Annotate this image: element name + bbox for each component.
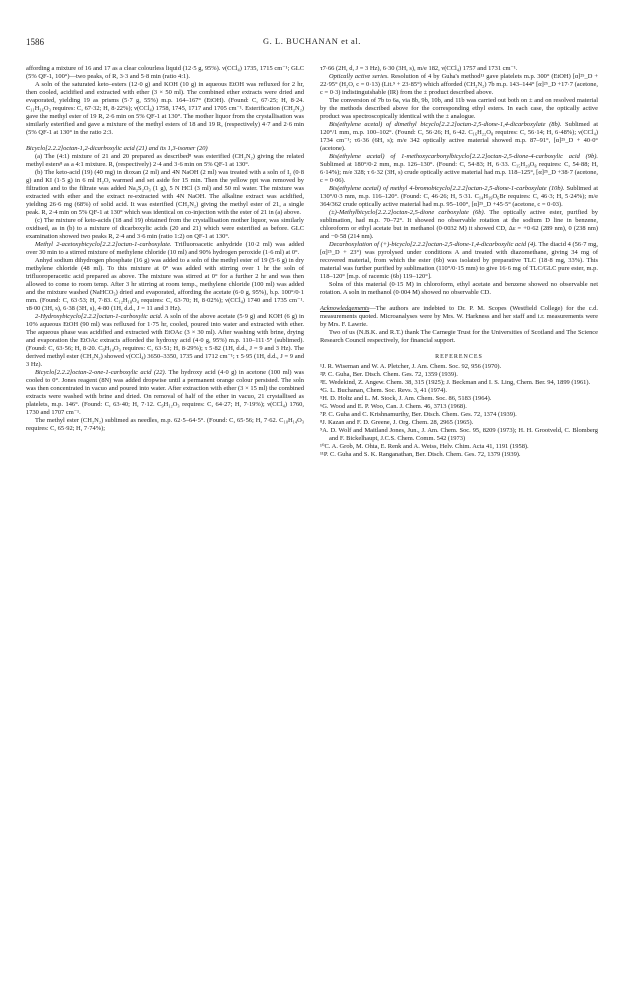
compound-name: Decarboxylation of (+)-bicyclo[2.2.2]octan-2,5-dione-1,4-dicarboxylic acid (4). (329, 241, 537, 248)
compound-name: (±)-Methylbicyclo[2.2.2]octan-2,5-dione carboxylate (6b). (329, 209, 486, 216)
paragraph-text: Sublimed at 130°/0·3 mm, m.p. 116–120°. (Found: C, 46·26; H, 5·31. C₁₄H₁₉O₆Br requires: C, 46·3; H, 5·24%); m/e 364/362 crude optically active material had m.p. 95–100°, [α]²⁵_D +45·5° (acetone, c = 0·03). (320, 185, 598, 208)
page-header (26, 37, 598, 51)
paragraph (26, 369, 304, 417)
compound-name: Bis(ethylene acetal) of 1-methoxycarbonylbicyclo[2.2.2]octan-2,5-dione-4-carboxylic acid (9b). (329, 153, 598, 160)
acknowledgements (320, 305, 598, 329)
paragraph-text: Resolution of 4 by Guha's method¹¹ gave platelets m.p. 300° (EtOH) [α]²⁵_D + 22·95° (H₂O, c = 0·13) (Lit.⁹ + 23·85°) which afforded (CH₂N₂) 7b m.p. 143–144° [α]²⁵_D +17·7 (acetone, c = 0·3) indistinguishable (IR) from the ± product described above. (320, 73, 598, 96)
compound-name: Bicyclo[2.2.2]octan-2-one-1-carboxylic acid (22). (35, 369, 167, 376)
paragraph: Anhyd sodium dihydrogen phosphate (16 g) was added to a soln of the methyl ester of 19 (5·6 g) in dry methylene chloride (48 ml). To this mixture at 0° was added with stirring over 1 hr the soln of trifluoroperacetic acid prepared as above. The mixture was stirred at 0° for a further 2 hr and was then allowed to come to room temp. After 3 hr stirring at room temp., methylene chloride (100 ml) was added and the mixture washed (NaHCO₃) dried and evaporated, affording the acetate (6·0 g, 95%), b.p. 100°/0·1 mm. (Found: C, 63·53; H, 7·83. C₁₂H₁₈O₄ requires: C, 63·70; H, 8·02%); ν(CCl₄) 1740 and 1735 cm⁻¹. τ8·00 (3H, s), 6·38 (3H, s), 4·80 (1H, d.d., J = 11 and 3 Hz). (26, 257, 304, 312)
paragraph: (a) The (4:1) mixture of 21 and 20 prepared as described⁸ was esterified (CH₂N₂) giving the related methyl esters⁸ as a 4:1 mixture. R, (respectively) 2·4 and 3·6 min on 5% QF-1 at 130°. (26, 153, 304, 168)
acknowledgements-label: Acknowledgements (320, 305, 370, 312)
page-number: 1586 (26, 37, 44, 47)
reference-item: ⁶G. Wood and E. P. Woo, Can. J. Chem. 46, 3713 (1968). (320, 403, 467, 410)
paragraph (320, 73, 598, 97)
compound-name: Bis(ethylene acetal) of dimethyl bicyclo[2.2.2]octan-2,5-dione-1,4-dicarboxylate (8b). (329, 121, 562, 128)
reference-item: ⁴G. L. Buchanan, Chem. Soc. Revs. 3, 41 (1974). (320, 387, 448, 394)
paragraph: (c) The mixture of keto-acids (18 and 19) obtained from the crystallisation mother liquor, was similarly oxidised, as in (b) to a mixture of dicarboxylic acids (20 and 21) which were esterified as before. GLC examination showed two peaks R, 2·4 and 3·6 min (ratio 1:2) on QF-1 at 130°. (26, 217, 304, 240)
paragraph-text: The diacid 4 (56·7 mg, [α]²⁵_D + 23°) was pyrolysed under conditions A and treated with diazomethane, giving 34 mg of recovered material, from which the ester (6b) was isolated by preparative TLC (18·8 mg, 33%). This material was further purified by sublimation (110°/0·15 mm) to give 16·6 mg of TLC/GLC pure ester, m.p. 118–120° [m.p. of racemic (6b) 119–120°]. (320, 241, 598, 280)
reference-item: ²P. C. Guha, Ber. Dtsch. Chem. Ges. 72, 1359 (1939). (320, 371, 458, 378)
paragraph: A soln of the saturated keto–esters (12·0 g) and KOH (10 g) in aqueous EtOH was refluxed for 2 hr, then cooled, acidified and extracted with ether (3 × 50 ml). The combined ether extracts were dried and evaporated, yielding 19 as prisms (5·7 g, 55%) m.p. 164–167° (EtOH). (Found: C, 67·25; H, 8·24. C₁₁H₁₆O₃ requires: C, 67·32; H, 8·22%); ν(CCl₄) 1758, 1745, 1717 and 1705 cm⁻¹. Esterification (CH₂N₂) gave the methyl ester of 19 R, 2·6 min on 5% QF-1 at 130°. The mother liquor from the crystallisation was similarly esterified and gave a mixture of the methyl esters of 18 and 19 R, (respectively) 4·7 and 2·6 min (5% QF-1 at 130° in the ratio 2:3. (26, 81, 304, 136)
paragraph-text: The hydroxy acid (4·0 g) in acetone (100 ml) was cooled to 0°. Jones reagent (8N) was added dropwise until a permanent orange colour persisted. The soln was then concentrated in vacuo and poured into water. After extraction with ether (3 × 15 ml) the combined extracts were washed with brine and dried. On removal of half of the ether in vacuo, 21 crystallised as platelets, m.p. 146°. (Found: C, 63·40; H, 7·12. C₉H₁₂O₃ requires: C, 64·27; H, 7·19%); ν(CCl₄) 1760, 1730 and 1707 cm⁻¹. (26, 369, 304, 416)
right-column (320, 65, 598, 459)
compound-name: Bis(ethylene acetal) of methyl 4-bromobicyclo[2.2.2]octan-2,5-dione-1-carboxylate (10b). (329, 185, 565, 192)
reference-item: ⁷P. C. Guha and C. Krishnamurthy, Ber. Dtsch. Chem. Ges. 72, 1374 (1939). (320, 411, 517, 418)
reference-item: ¹¹P. C. Guha and S. K. Ranganathan, Ber. Dtsch. Chem. Ges. 72, 1379 (1939). (320, 451, 521, 458)
paragraph (320, 185, 598, 209)
left-column (26, 65, 304, 433)
paragraph (320, 121, 598, 153)
paragraph (320, 153, 598, 185)
reference-item: ⁸J. Kazan and F. D. Greene, J. Org. Chem. 28, 2965 (1965). (320, 419, 474, 426)
paragraph (26, 313, 304, 369)
reference-item: ¹J. R. Wiseman and W. A. Pletcher, J. Am. Chem. Soc. 92, 956 (1970). (320, 363, 502, 370)
reference-item: ³E. Wedekind, Z. Angew. Chem. 38, 315 (1925); J. Beckman and I. S. Ling, Chem. Ber. 94, 1899 (1961). (320, 379, 591, 386)
paragraph: (b) The keto-acid (19) (40 mg) in dioxan (2 ml) and 4N NaOH (2 ml) was treated with a soln of I₂ (0·8 g) and KI (1·5 g) in 6 ml H₂O, warmed and set aside for 15 min. Then the yellow ppt was removed by filtration and to the filtrate was added Na₂S₂O₃ (1 g), 5 N HCl (3 ml) and 50 ml water. The mixture was extracted with ether and the extract re-extracted with 4N NaOH. The alkaline extract was acidified, yielding 26·6 mg (68%) of solid acid. It was esterified (CH₂N₂) giving the methyl ester of 21, a single peak. R, 2·4 min on 5% QF-1 at 130° which was identical on co-injection with the ester of 21 in (a) above. (26, 169, 304, 216)
references-list (320, 363, 598, 459)
paragraph: The conversion of 7b to 6a, via 8b, 9b, 10b, and 11b was carried out both on ± and on resolved material by the methods described above for the corresponding ethyl esters. In each case, the optically active product was spectroscopically identical with the ± analogue. (320, 97, 598, 120)
paragraph (320, 209, 598, 241)
compound-name: 2-Hydroxybicyclo[2.2.2]octan-1-carboxylic acid. (35, 313, 163, 320)
acknowledgements-funding: Two of us (N.B.K. and R.T.) thank The Carnegie Trust for the Universities of Scotland and The Science Research Council respectively, for financial support. (320, 329, 598, 344)
paragraph-text: Sublimed at 180°/0·2 mm, m.p. 126–130°. (Found: C, 54·83; H, 6·33. C₁₅H₂₀O₈ requires: C, 54·88; H, 6·14%); m/e 328; τ 6·32 (3H, s) crude optically active material had m.p. 118–125°, [α]²⁵_D +38·7 (acetone, c = 0·06). (320, 161, 598, 184)
paragraph-text: Trifluoroacetic anhydride (10·2 ml) was added over 30 min to a stirred mixture of methylene chloride (10 ml) and 90% hydrogen peroxide (1·6 ml) at 0°. (26, 241, 304, 256)
paragraph (320, 241, 598, 281)
paragraph-text: A soln of the above acetate (5·9 g) and KOH (6 g) in 10% aqueous EtOH (90 ml) was refluxed for 1·75 hr, cooled, poured into water and extracted with ether. The aqueous phase was acidified and extracted with EtOAc (3 × 30 ml). After washing with brine, drying and evaporation the EtOAc extracts afforded the hydroxy acid (4·0 g, 95%) m.p. 110–111·5° (sublimed). (Found: C, 63·56; H, 8·20. C₉H₁₄O₃ requires: C, 63·51; H, 8·29%); τ 5·82 (1H, d.d., J = 9 and 3 Hz). The derived methyl ester (CH₂N₂) showed ν(CCl₄) 3650–3350, 1735 and 1712 cm⁻¹; τ 5·95 (1H, d.d., J = 9 and 3 Hz). (26, 313, 304, 368)
compound-name: Methyl 2-acetoxybicyclo[2.2.2]octan-1-carboxylate. (35, 241, 172, 248)
section-heading: Bicyclo[2.2.2]octan-1,2-dicarboxylic acid (21) and its 1,3-isomer (20) (26, 145, 208, 152)
paragraph-text: Sublimed at 120°/1 mm, m.p. 100–102°. (Found: C, 56·26; H, 6·42. C₁₆H₂₂O₈ requires: C, 56·14; H, 6·48%); ν(CCl₄) 1734 cm⁻¹; τ6·36 (6H, s); m/e 342 optically active material showed m.p. 87–91°, [α]²⁵_D + 40·0° (acetone). (320, 121, 598, 152)
references-title: REFERENCES (435, 354, 483, 360)
paragraph: affording a mixture of 16 and 17 as a clear colourless liquid (12·5 g, 95%). ν(CCl₄) 1735, 1715 cm⁻¹; GLC (5% QF-1, 100°)—two peaks, of R, 3·3 and 5·8 min (ratio 4:1). (26, 65, 304, 80)
paragraph (26, 241, 304, 257)
reference-item: ⁹A. D. Wolf and Maitland Jones, Jun., J. Am. Chem. Soc. 95, 8209 (1973); H. H. Grootveld, C. Blomberg and F. Bickelhaupt, J.C.S. Chem. Comm. 542 (1973) (320, 427, 598, 442)
reference-item: ⁵H. D. Holtz and L. M. Stock, J. Am. Chem. Soc. 86, 5183 (1964). (320, 395, 492, 402)
paragraph: The methyl ester (CH₂N₂) sublimed as needles, m.p. 62·5–64·5°. (Found: C, 65·56; H, 7·62. C₁₀H₁₄O₃ requires: C, 65·92; H, 7·74%); (26, 417, 304, 432)
paragraph: Solns of this material (0·15 M) in chloroform, ethyl acetate and benzene showed no observable net rotation. A soln in methanol (0·004 M) showed no observable CD. (320, 281, 598, 296)
acknowledgements-text: —The authors are indebted to Dr. P. M. Scopes (Westfield College) for the c.d. measurements quoted. Microanalyses were by Mrs. W. Harkness and her staff and i.r. measurements were by Mrs. F. Lawrie. (320, 305, 598, 328)
subsection-label: Optically active series. (329, 73, 389, 80)
running-head: G. L. BUCHANAN et al. (263, 37, 361, 46)
paragraph: τ7·66 (2H, d, J = 3 Hz), 6·30 (3H, s), m/e 182, ν(CCl₄) 1757 and 1731 cm⁻¹. (320, 65, 518, 72)
reference-item: ¹⁰C. A. Grob, M. Ohta, E. Renk and A. Weiss, Helv. Chim. Acta 41, 1191 (1958). (320, 443, 529, 450)
paragraph-text: The optically active ester, purified by sublimation, had m.p. 70–72°. It showed no observable rotation at the sodium D line in benzene, chloroform or ethyl acetate but in methanol (0·0032 M) it showed CD, Δε = +0·62 (289 nm), 0 (238 nm) and −0·58 (214 nm). (320, 209, 598, 240)
